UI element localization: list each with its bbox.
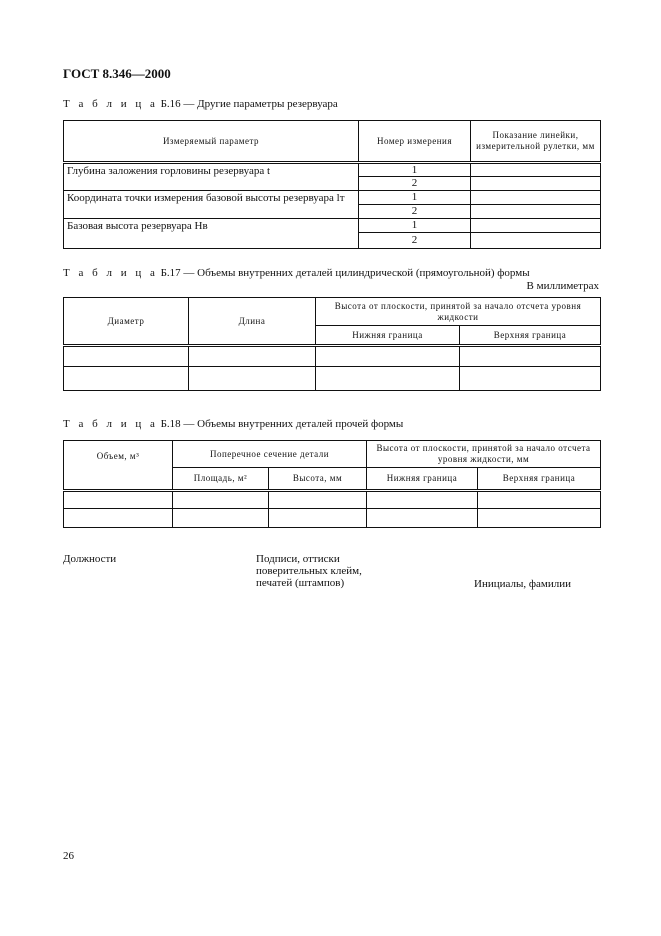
cell-num: 2 (359, 233, 471, 249)
col-header: Верхняя граница (460, 326, 601, 346)
cell (367, 491, 478, 509)
col-header: Высота от плоскости, принятой за начало отсчета уровня жидкости, мм (367, 441, 601, 468)
col-header: Высота от плоскости, принятой за начало отсчета уровня жидкости (316, 298, 601, 326)
units-note: В миллиметрах (526, 280, 599, 292)
signs-line: Подписи, оттиски (256, 553, 340, 565)
cell (471, 205, 601, 219)
row-label: Базовая высота резервуара Hв (64, 219, 359, 249)
table-b16-caption (63, 98, 338, 110)
col-header: Нижняя граница (316, 326, 460, 346)
cell (471, 219, 601, 233)
table-b18 (63, 440, 601, 528)
cell (269, 509, 367, 528)
caption-prefix: Т а б л и ц а (63, 267, 158, 279)
signature-signs-label (256, 553, 362, 589)
cell (316, 346, 460, 367)
col-header: Длина (189, 298, 316, 346)
col-header: Площадь, м² (173, 468, 269, 491)
cell-num: 1 (359, 163, 471, 177)
cell (64, 509, 173, 528)
page-number: 26 (63, 850, 74, 862)
col-header: Показание линейки, измерительной рулетки, мм (471, 121, 601, 163)
table-b18-caption (63, 418, 403, 430)
caption-text: Б.17 — Объемы внутренних деталей цилиндрической (прямоугольной) формы (160, 267, 530, 279)
col-header: Объем, м³ (64, 441, 173, 491)
col-header: Нижняя граница (367, 468, 478, 491)
cell-num: 1 (359, 219, 471, 233)
signature-names-label: Инициалы, фамилии (474, 578, 571, 590)
cell (316, 367, 460, 391)
signature-positions-label: Должности (63, 553, 117, 565)
col-header: Диаметр (64, 298, 189, 346)
cell (64, 346, 189, 367)
signs-line: печатей (штампов) (256, 577, 345, 589)
caption-text: Б.18 — Объемы внутренних деталей прочей формы (160, 418, 404, 430)
cell (173, 491, 269, 509)
signs-line: поверительных клейм, (256, 565, 362, 577)
cell (367, 509, 478, 528)
cell (460, 367, 601, 391)
cell-num: 1 (359, 191, 471, 205)
cell (478, 491, 601, 509)
row-label: Координата точки измерения базовой высоты резервуара lт (64, 191, 359, 219)
cell (460, 346, 601, 367)
cell-num: 2 (359, 177, 471, 191)
table-b17-caption (63, 267, 530, 279)
cell (471, 191, 601, 205)
cell-num: 2 (359, 205, 471, 219)
caption-prefix: Т а б л и ц а (63, 98, 158, 110)
cell (478, 509, 601, 528)
cell (471, 177, 601, 191)
cell (64, 491, 173, 509)
cell (189, 367, 316, 391)
col-header: Поперечное сечение детали (173, 441, 367, 468)
cell (471, 233, 601, 249)
cell (269, 491, 367, 509)
col-header: Измеряемый параметр (64, 121, 359, 163)
row-label: Глубина заложения горловины резервуара t (64, 163, 359, 191)
document-header: ГОСТ 8.346—2000 (63, 66, 171, 81)
caption-prefix: Т а б л и ц а (63, 418, 158, 430)
cell (173, 509, 269, 528)
cell (471, 163, 601, 177)
table-b16 (63, 120, 601, 249)
col-header: Верхняя граница (478, 468, 601, 491)
caption-text: Б.16 — Другие параметры резервуара (160, 98, 338, 110)
table-b17 (63, 297, 601, 391)
col-header: Номер измерения (359, 121, 471, 163)
col-header: Высота, мм (269, 468, 367, 491)
cell (64, 367, 189, 391)
cell (189, 346, 316, 367)
